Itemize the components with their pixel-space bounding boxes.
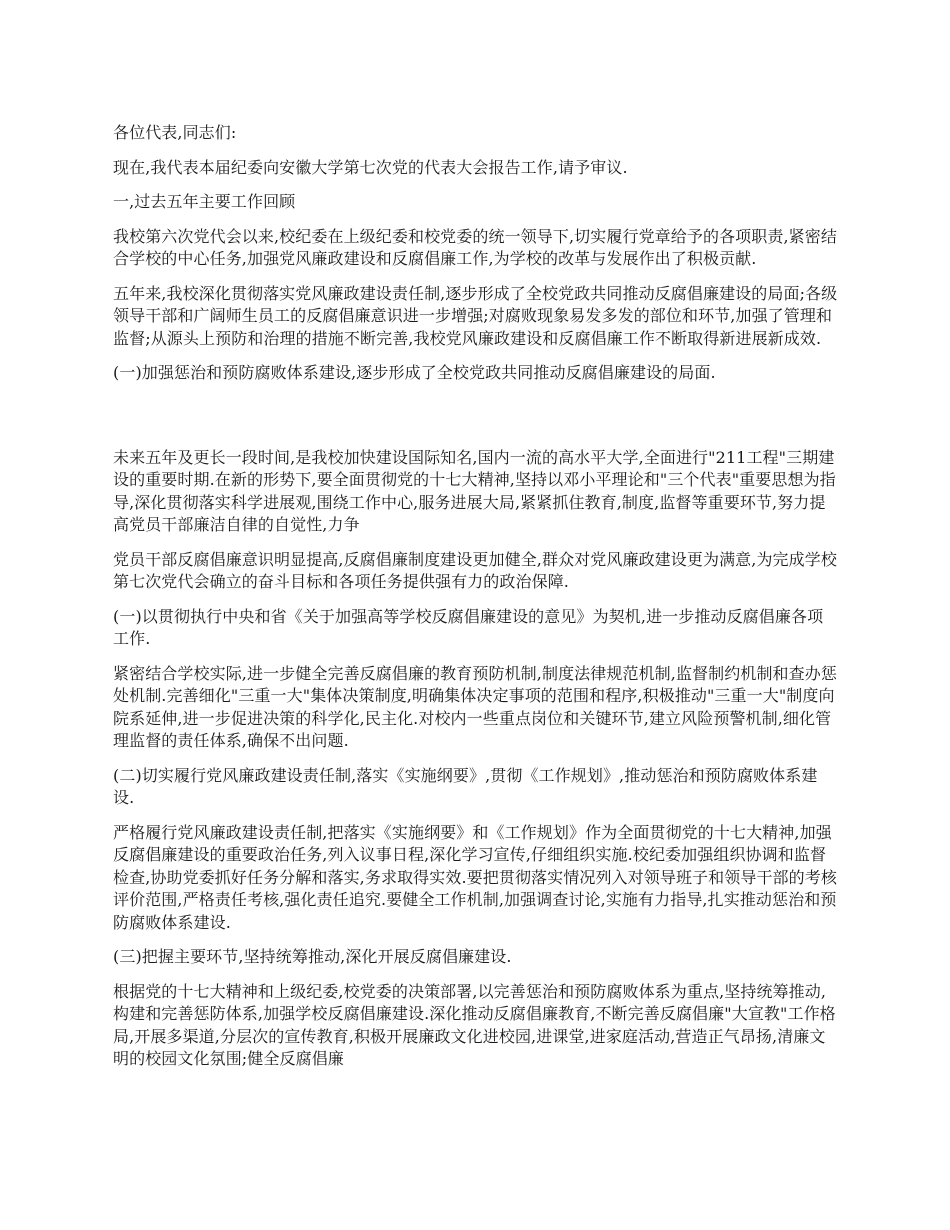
- intro-paragraph: 现在,我代表本届纪委向安徽大学第七次党的代表大会报告工作,请予审议.: [113, 157, 628, 177]
- body-paragraph: 紧密结合学校实际,进一步健全完善反腐倡廉的教育预防机制,制度法律规范机制,监督制约机制和查办惩处机制.完善细化"三重一大"集体决策制度,明确集体决定事项的范围和程序,积极推动"三重一大"制度向院系延伸,进一步促进决策的科学化,民主化.对校内一些重点岗位和关键环节,建立风险预警机制,细化管理监督的责任体系,确保不出问题.: [113, 663, 837, 750]
- section-gap: [113, 397, 838, 447]
- body-paragraph: 五年来,我校深化贯彻落实党风廉政建设责任制,逐步形成了全校党政共同推动反腐倡廉建设的局面;各级领导干部和广阔师生员工的反腐倡廉意识进一步增强;对腐败现象易发多发的部位和环节,加强了管理和监督;从源头上预防和治理的措施不断完善,我校党风廉政建设和反腐倡廉工作不断取得新进展新成效.: [113, 283, 838, 348]
- subsection-heading: (二)切实履行党风廉政建设责任制,落实《实施纲要》,贯彻《工作规划》,推动惩治和预防腐败体系建设.: [113, 765, 818, 807]
- body-paragraph: 党员干部反腐倡廉意识明显提高,反腐倡廉制度建设更加健全,群众对党风廉政建设更为满意,为完成学校第七次党代会确立的奋斗目标和各项任务提供强有力的政治保障.: [113, 549, 837, 591]
- document-page: [113, 122, 838, 1083]
- subsection-heading: (一)加强惩治和预防腐败体系建设,逐步形成了全校党政共同推动反腐倡廉建设的局面.: [113, 363, 716, 382]
- section-heading-review: 一,过去五年主要工作回顾: [113, 192, 296, 211]
- body-paragraph: 未来五年及更长一段时间,是我校加快建设国际知名,国内一流的高水平大学,全面进行"211工程"三期建设的重要时期.在新的形势下,要全面贯彻党的十七大精神,坚持以邓小平理论和"三个代表"重要思想为指导,深化贯彻落实科学进展观,围绕工作中心,服务进展大局,紧紧抓住教育,制度,监督等重要环节,努力提高党员干部廉洁自律的自觉性,力争: [113, 447, 836, 534]
- salutation: 各位代表,同志们:: [113, 123, 237, 142]
- body-paragraph: 根据党的十七大精神和上级纪委,校党委的决策部署,以完善惩治和预防腐败体系为重点,坚持统筹推动,构建和完善惩防体系,加强学校反腐倡廉建设.深化推动反腐倡廉教育,不断完善反腐倡廉"大宣教"工作格局,开展多渠道,分层次的宣传教育,积极开展廉政文化进校园,进课堂,进家庭活动,营造正气昂扬,清廉文明的校园文化氛围;健全反腐倡廉: [113, 981, 836, 1068]
- subsection-heading: (一)以贯彻执行中央和省《关于加强高等学校反腐倡廉建设的意见》为契机,进一步推动反腐倡廉各项工作.: [113, 606, 824, 648]
- body-paragraph: 严格履行党风廉政建设责任制,把落实《实施纲要》和《工作规划》作为全面贯彻党的十七大精神,加强反腐倡廉建设的重要政治任务,列入议事日程,深化学习宣传,仔细组织实施.校纪委加强组织协调和监督检查,协助党委抓好任务分解和落实,务求取得实效.要把贯彻落实情况列入对领导班子和领导干部的考核评价范围,严格责任考核,强化责任追究.要健全工作机制,加强调查讨论,实施有力指导,扎实推动惩治和预防腐败体系建设.: [113, 822, 837, 932]
- body-paragraph: 我校第六次党代会以来,校纪委在上级纪委和校党委的统一领导下,切实履行党章给予的各项职责,紧密结合学校的中心任务,加强党风廉政建设和反腐倡廉工作,为学校的改革与发展作出了积极贡献.: [113, 226, 837, 268]
- subsection-heading: (三)把握主要环节,坚持统筹推动,深化开展反腐倡廉建设.: [113, 947, 512, 966]
